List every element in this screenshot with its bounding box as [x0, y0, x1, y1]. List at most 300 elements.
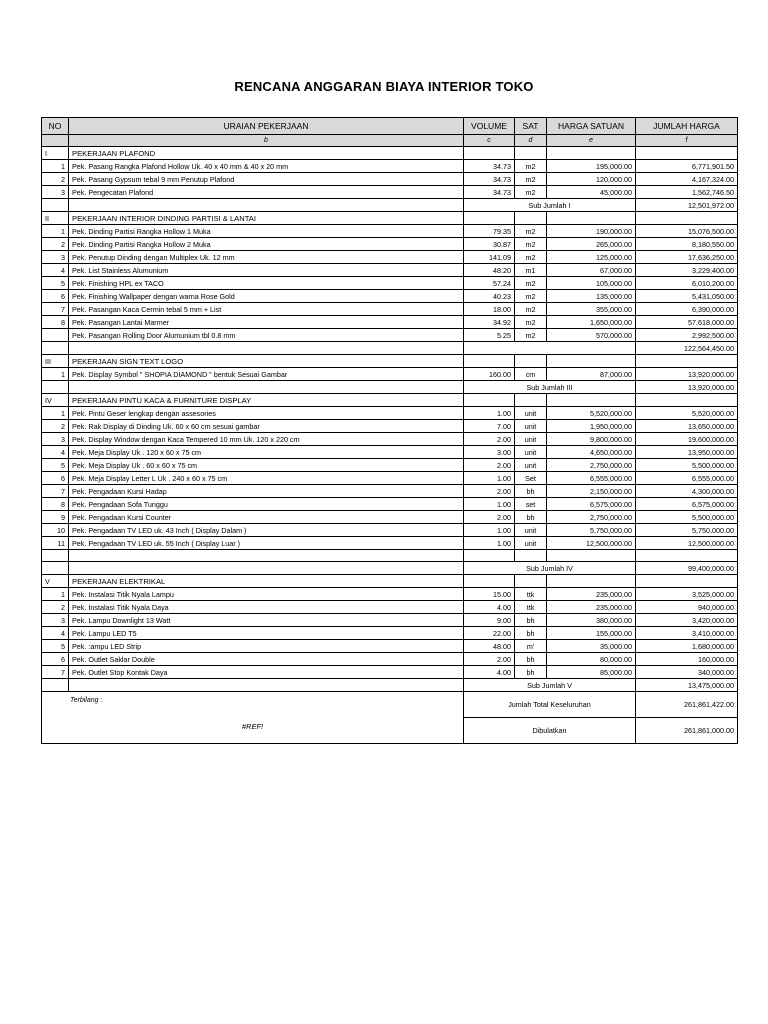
- item-total-price: 6,390,000.00: [636, 303, 738, 316]
- empty-cell: [547, 147, 636, 160]
- section-title: PEKERJAAN INTERIOR DINDING PARTISI & LANTAI: [69, 212, 464, 225]
- item-description: Pek. List Stainless Alumunium: [69, 264, 464, 277]
- item-total-price: 4,167,324.00: [636, 173, 738, 186]
- table-row: [42, 472, 738, 485]
- empty-cell: [515, 575, 547, 588]
- item-total-price: 5,520,000.00: [636, 407, 738, 420]
- empty-cell: [547, 355, 636, 368]
- header-volume: VOLUME: [464, 118, 515, 135]
- item-unit-price: 5,750,000.00: [547, 524, 636, 537]
- item-unit: unit: [515, 524, 547, 537]
- item-volume: 34.73: [464, 186, 515, 199]
- table-row: [42, 251, 738, 264]
- section-row: [42, 394, 738, 407]
- empty-cell: [464, 575, 515, 588]
- empty-cell: [69, 679, 464, 692]
- item-unit-price: 5,520,000.00: [547, 407, 636, 420]
- item-unit-price: 2,750,000.00: [547, 511, 636, 524]
- item-unit: m2: [515, 238, 547, 251]
- item-unit: m2: [515, 173, 547, 186]
- item-total-price: 3,420,000.00: [636, 614, 738, 627]
- item-number: 1: [42, 588, 69, 601]
- item-number: 4: [42, 627, 69, 640]
- item-description: Pek. Pengadaan Sofa Tunggu: [69, 498, 464, 511]
- item-number: 8: [42, 316, 69, 329]
- item-volume: 48.20: [464, 264, 515, 277]
- item-total-price: 940,000.00: [636, 601, 738, 614]
- total-value: 261,861,422.00: [636, 692, 738, 718]
- empty-cell: [515, 212, 547, 225]
- item-volume: 1.00: [464, 498, 515, 511]
- item-number: 6: [42, 653, 69, 666]
- item-unit: set: [515, 498, 547, 511]
- section-row: [42, 575, 738, 588]
- section-number: IV: [42, 394, 69, 407]
- item-unit-price: 87,000.00: [547, 368, 636, 381]
- terbilang-label: Terbilang :: [70, 697, 103, 704]
- header-uraian: URAIAN PEKERJAAN: [69, 118, 464, 135]
- item-number: 11: [42, 537, 69, 550]
- column-letter-row: [42, 135, 738, 147]
- empty-cell: [515, 394, 547, 407]
- item-unit: bh: [515, 653, 547, 666]
- item-unit: unit: [515, 459, 547, 472]
- item-description: Pek. Pengadaan Kursi Hadap: [69, 485, 464, 498]
- section-row: [42, 355, 738, 368]
- item-unit-price: 235,000.00: [547, 588, 636, 601]
- item-description: Pek. Lampu Downlight 13 Watt: [69, 614, 464, 627]
- item-unit-price: 35,000.00: [547, 640, 636, 653]
- item-volume: 141.09: [464, 251, 515, 264]
- budget-table-body: [42, 118, 738, 692]
- blank-row: [42, 550, 738, 562]
- item-number: 7: [42, 666, 69, 679]
- item-volume: 160.00: [464, 368, 515, 381]
- section-number: III: [42, 355, 69, 368]
- item-unit: m2: [515, 225, 547, 238]
- item-number: 3: [42, 614, 69, 627]
- item-volume: 1.00: [464, 524, 515, 537]
- table-row: [42, 524, 738, 537]
- item-description: Pek. Meja Display Uk . 120 x 60 x 75 cm: [69, 446, 464, 459]
- item-volume: 2.00: [464, 485, 515, 498]
- item-unit: m2: [515, 290, 547, 303]
- subtotal-value: 13,475,000.00: [636, 679, 738, 692]
- item-number: 4: [42, 446, 69, 459]
- table-row: [42, 601, 738, 614]
- item-total-price: 12,500,000.00: [636, 537, 738, 550]
- subtotal-value: 12,501,972.00: [636, 199, 738, 212]
- item-unit: bh: [515, 614, 547, 627]
- item-unit-price: 380,000.00: [547, 614, 636, 627]
- item-unit-price: 9,800,000.00: [547, 433, 636, 446]
- item-description: Pek. Instalasi Titik Nyala Lampu: [69, 588, 464, 601]
- item-total-price: 1,680,000.00: [636, 640, 738, 653]
- item-description: Pek. Pasangan Kaca Cermin tebal 5 mm + List: [69, 303, 464, 316]
- letter-c: c: [464, 135, 515, 147]
- empty-cell: [636, 212, 738, 225]
- item-volume: 34.92: [464, 316, 515, 329]
- table-row: [42, 225, 738, 238]
- terbilang-cell: [42, 692, 464, 744]
- subtotal-value: 99,400,000.00: [636, 562, 738, 575]
- item-unit: bh: [515, 627, 547, 640]
- item-description: Pek. Lampu LED T5: [69, 627, 464, 640]
- item-number: 6: [42, 290, 69, 303]
- table-row: [42, 666, 738, 679]
- section-title: PEKERJAAN PINTU KACA & FURNITURE DISPLAY: [69, 394, 464, 407]
- item-volume: 18.00: [464, 303, 515, 316]
- table-row: [42, 368, 738, 381]
- subtotal-value: 122,564,450.00: [636, 342, 738, 355]
- item-unit: cm: [515, 368, 547, 381]
- empty-cell: [636, 394, 738, 407]
- item-number: 2: [42, 238, 69, 251]
- table-row: [42, 459, 738, 472]
- item-description: Pek. Outlet Stop Kontak Daya: [69, 666, 464, 679]
- item-description: Pek. :ampu LED Strip: [69, 640, 464, 653]
- rounded-label: Dibulatkan: [464, 718, 636, 744]
- subtotal-label: [464, 342, 636, 355]
- item-number: 1: [42, 225, 69, 238]
- table-row: [42, 640, 738, 653]
- table-row: [42, 433, 738, 446]
- section-title: PEKERJAAN SIGN TEXT LOGO: [69, 355, 464, 368]
- item-number: 1: [42, 160, 69, 173]
- subtotal-row: [42, 199, 738, 212]
- item-unit: m1: [515, 264, 547, 277]
- item-number: 7: [42, 303, 69, 316]
- table-row: [42, 588, 738, 601]
- item-total-price: 13,950,000.00: [636, 446, 738, 459]
- letter-b: b: [69, 135, 464, 147]
- item-unit: unit: [515, 537, 547, 550]
- footer-body: [42, 692, 738, 744]
- item-unit: unit: [515, 446, 547, 459]
- table-row: [42, 537, 738, 550]
- table-row: [42, 316, 738, 329]
- item-unit: ttk: [515, 601, 547, 614]
- item-volume: 34.73: [464, 160, 515, 173]
- item-total-price: 57,618,000.00: [636, 316, 738, 329]
- header-row: [42, 118, 738, 135]
- item-unit-price: 12,500,000.00: [547, 537, 636, 550]
- total-label: Jumlah Total Keseluruhan: [464, 692, 636, 718]
- subtotal-label: Sub Jumlah I: [464, 199, 636, 212]
- item-volume: 2.00: [464, 511, 515, 524]
- section-title: PEKERJAAN PLAFOND: [69, 147, 464, 160]
- item-unit: bh: [515, 485, 547, 498]
- item-total-price: 5,500,000.00: [636, 459, 738, 472]
- total-row: [42, 692, 738, 718]
- empty-cell: [464, 355, 515, 368]
- table-row: [42, 485, 738, 498]
- subtotal-row: [42, 679, 738, 692]
- item-description: Pek. Dinding Partisi Rangka Hollow 2 Muka: [69, 238, 464, 251]
- item-description: Pek. Pengadaan Kursi Counter: [69, 511, 464, 524]
- item-unit: bh: [515, 511, 547, 524]
- item-unit-price: 1,650,000.00: [547, 316, 636, 329]
- item-description: Pek. Pasang Rangka Plafond Hollow Uk. 40 x 40 mm & 40 x 20 mm: [69, 160, 464, 173]
- table-row: [42, 186, 738, 199]
- item-volume: 22.00: [464, 627, 515, 640]
- item-description: Pek. Display Window dengan Kaca Tempered 10 mm Uk. 120 x 220 cm: [69, 433, 464, 446]
- item-volume: 40.23: [464, 290, 515, 303]
- item-description: Pek. Pengadaan TV LED uk. 55 Inch ( Display Luar ): [69, 537, 464, 550]
- item-description: Pek. Pengadaan TV LED uk. 43 Inch ( Display Dalam ): [69, 524, 464, 537]
- subtotal-row: [42, 342, 738, 355]
- item-unit-price: 2,150,000.00: [547, 485, 636, 498]
- item-unit: m2: [515, 329, 547, 342]
- table-row: [42, 407, 738, 420]
- item-number: [42, 329, 69, 342]
- table-row: [42, 264, 738, 277]
- item-total-price: 6,771,901.50: [636, 160, 738, 173]
- item-description: Pek. Instalasi Titik Nyala Daya: [69, 601, 464, 614]
- letter-a: [42, 135, 69, 147]
- item-number: 6: [42, 472, 69, 485]
- item-unit: unit: [515, 407, 547, 420]
- item-volume: 4.00: [464, 666, 515, 679]
- item-unit: m2: [515, 277, 547, 290]
- item-number: 9: [42, 511, 69, 524]
- item-total-price: 340,000.00: [636, 666, 738, 679]
- table-row: [42, 329, 738, 342]
- empty-cell: [69, 562, 464, 575]
- item-total-price: 15,076,500.00: [636, 225, 738, 238]
- item-unit-price: 190,000.00: [547, 225, 636, 238]
- item-unit: bh: [515, 666, 547, 679]
- header-no: NO: [42, 118, 69, 135]
- item-description: Pek. Dinding Partisi Rangka Hollow 1 Muka: [69, 225, 464, 238]
- item-description: Pek. Pasang Gypsum tebal 9 mm Penutup Plafond: [69, 173, 464, 186]
- empty-cell: [515, 355, 547, 368]
- item-unit-price: 120,000.00: [547, 173, 636, 186]
- item-total-price: 3,229,400.00: [636, 264, 738, 277]
- item-total-price: 8,180,550.00: [636, 238, 738, 251]
- item-description: Pek. Pengecatan Plafond: [69, 186, 464, 199]
- subtotal-row: [42, 562, 738, 575]
- table-row: [42, 653, 738, 666]
- item-description: Pek. Finishing Wallpaper dengan warna Rose Gold: [69, 290, 464, 303]
- empty-cell: [547, 394, 636, 407]
- item-total-price: 5,431,050.00: [636, 290, 738, 303]
- item-number: 5: [42, 277, 69, 290]
- table-row: [42, 160, 738, 173]
- empty-cell: [547, 212, 636, 225]
- item-total-price: 19,600,000.00: [636, 433, 738, 446]
- item-description: Pek. Outlet Saklar Double: [69, 653, 464, 666]
- empty-cell: [547, 575, 636, 588]
- table-row: [42, 238, 738, 251]
- empty-cell: [42, 199, 69, 212]
- item-unit-price: 67,000.00: [547, 264, 636, 277]
- item-number: 2: [42, 601, 69, 614]
- table-row: [42, 446, 738, 459]
- empty-cell: [636, 147, 738, 160]
- item-volume: 1.00: [464, 407, 515, 420]
- item-unit-price: 155,000.00: [547, 627, 636, 640]
- item-total-price: 1,562,746.50: [636, 186, 738, 199]
- item-number: 10: [42, 524, 69, 537]
- table-row: [42, 498, 738, 511]
- empty-cell: [636, 550, 738, 562]
- section-title: PEKERJAAN ELEKTRIKAL: [69, 575, 464, 588]
- item-volume: 3.00: [464, 446, 515, 459]
- item-number: 2: [42, 173, 69, 186]
- empty-cell: [69, 381, 464, 394]
- item-volume: 5.25: [464, 329, 515, 342]
- item-number: 5: [42, 459, 69, 472]
- empty-cell: [42, 550, 69, 562]
- item-unit-price: 195,000.00: [547, 160, 636, 173]
- item-unit: m': [515, 640, 547, 653]
- item-volume: 34.73: [464, 173, 515, 186]
- letter-f: f: [636, 135, 738, 147]
- subtotal-label: Sub Jumlah V: [464, 679, 636, 692]
- budget-table: [41, 117, 738, 744]
- table-row: [42, 420, 738, 433]
- empty-cell: [515, 147, 547, 160]
- item-total-price: 6,555,000.00: [636, 472, 738, 485]
- terbilang-ref: #REF!: [241, 722, 264, 731]
- empty-cell: [69, 550, 464, 562]
- item-number: 2: [42, 420, 69, 433]
- item-description: Pek. Finishing HPL ex TACO: [69, 277, 464, 290]
- empty-cell: [464, 394, 515, 407]
- item-total-price: 5,500,000.00: [636, 511, 738, 524]
- section-row: [42, 212, 738, 225]
- header-sat: SAT: [515, 118, 547, 135]
- item-volume: 30.87: [464, 238, 515, 251]
- item-unit-price: 135,000.00: [547, 290, 636, 303]
- item-volume: 9.00: [464, 614, 515, 627]
- table-row: [42, 290, 738, 303]
- item-unit: m2: [515, 186, 547, 199]
- item-unit-price: 105,000.00: [547, 277, 636, 290]
- item-description: Pek. Pasangan Rolling Door Alumunium tbl 0.8 mm: [69, 329, 464, 342]
- item-total-price: 3,525,000.00: [636, 588, 738, 601]
- section-number: II: [42, 212, 69, 225]
- item-number: 3: [42, 251, 69, 264]
- header-harga-satuan: HARGA SATUAN: [547, 118, 636, 135]
- item-volume: 48.00: [464, 640, 515, 653]
- subtotal-value: 13,920,000.00: [636, 381, 738, 394]
- header-jumlah-harga: JUMLAH HARGA: [636, 118, 738, 135]
- empty-cell: [636, 355, 738, 368]
- item-volume: 2.00: [464, 459, 515, 472]
- item-unit: m2: [515, 316, 547, 329]
- item-unit-price: 570,000.00: [547, 329, 636, 342]
- item-unit-price: 45,000.00: [547, 186, 636, 199]
- section-number: V: [42, 575, 69, 588]
- item-unit: m2: [515, 160, 547, 173]
- item-total-price: 2,992,500.00: [636, 329, 738, 342]
- table-row: [42, 511, 738, 524]
- item-description: Pek. Penutup Dinding dengan Multiplex Uk. 12 mm: [69, 251, 464, 264]
- item-description: Pek. Pintu Geser lengkap dengan assesories: [69, 407, 464, 420]
- item-unit-price: 125,000.00: [547, 251, 636, 264]
- item-number: 4: [42, 264, 69, 277]
- item-number: 1: [42, 407, 69, 420]
- empty-cell: [42, 381, 69, 394]
- table-row: [42, 173, 738, 186]
- table-row: [42, 303, 738, 316]
- subtotal-label: Sub Jumlah III: [464, 381, 636, 394]
- item-total-price: 6,010,200.00: [636, 277, 738, 290]
- item-volume: 1.00: [464, 537, 515, 550]
- item-volume: 7.00: [464, 420, 515, 433]
- item-unit: ttk: [515, 588, 547, 601]
- item-unit-price: 265,000.00: [547, 238, 636, 251]
- item-total-price: 13,650,000.00: [636, 420, 738, 433]
- item-total-price: 160,000.00: [636, 653, 738, 666]
- item-volume: 1.00: [464, 472, 515, 485]
- subtotal-row: [42, 381, 738, 394]
- subtotal-label: Sub Jumlah IV: [464, 562, 636, 575]
- empty-cell: [515, 550, 547, 562]
- table-row: [42, 627, 738, 640]
- item-unit: Set: [515, 472, 547, 485]
- item-unit-price: 85,000.00: [547, 666, 636, 679]
- item-unit-price: 80,000.00: [547, 653, 636, 666]
- item-number: 1: [42, 368, 69, 381]
- table-row: [42, 614, 738, 627]
- empty-cell: [69, 342, 464, 355]
- item-number: 3: [42, 433, 69, 446]
- item-total-price: 13,920,000.00: [636, 368, 738, 381]
- item-description: Pek. Pasangan Lantai Marmer: [69, 316, 464, 329]
- item-total-price: 3,410,000.00: [636, 627, 738, 640]
- item-number: 8: [42, 498, 69, 511]
- item-unit: unit: [515, 420, 547, 433]
- empty-cell: [464, 147, 515, 160]
- item-unit-price: 355,000.00: [547, 303, 636, 316]
- table-row: [42, 277, 738, 290]
- section-row: [42, 147, 738, 160]
- empty-cell: [42, 679, 69, 692]
- item-description: Pek. Display Symbol " SHOPIA DIAMOND " bentuk Sesuai Gambar: [69, 368, 464, 381]
- item-total-price: 6,575,000.00: [636, 498, 738, 511]
- empty-cell: [636, 575, 738, 588]
- item-number: 3: [42, 186, 69, 199]
- item-volume: 15.00: [464, 588, 515, 601]
- letter-e: e: [547, 135, 636, 147]
- item-unit: m2: [515, 303, 547, 316]
- item-volume: 4.00: [464, 601, 515, 614]
- item-volume: 2.00: [464, 433, 515, 446]
- item-number: 5: [42, 640, 69, 653]
- item-number: 7: [42, 485, 69, 498]
- empty-cell: [42, 562, 69, 575]
- item-volume: 79.35: [464, 225, 515, 238]
- item-total-price: 5,750,000.00: [636, 524, 738, 537]
- empty-cell: [42, 342, 69, 355]
- item-unit-price: 6,575,000.00: [547, 498, 636, 511]
- item-description: Pek. Meja Display Uk . 60 x 60 x 75 cm: [69, 459, 464, 472]
- item-unit-price: 235,000.00: [547, 601, 636, 614]
- item-unit-price: 1,950,000.00: [547, 420, 636, 433]
- empty-cell: [69, 199, 464, 212]
- item-unit: m2: [515, 251, 547, 264]
- section-number: I: [42, 147, 69, 160]
- empty-cell: [547, 550, 636, 562]
- item-unit-price: 6,555,000.00: [547, 472, 636, 485]
- rounded-value: 261,861,000.00: [636, 718, 738, 744]
- letter-d: d: [515, 135, 547, 147]
- item-total-price: 4,300,000.00: [636, 485, 738, 498]
- item-unit: unit: [515, 433, 547, 446]
